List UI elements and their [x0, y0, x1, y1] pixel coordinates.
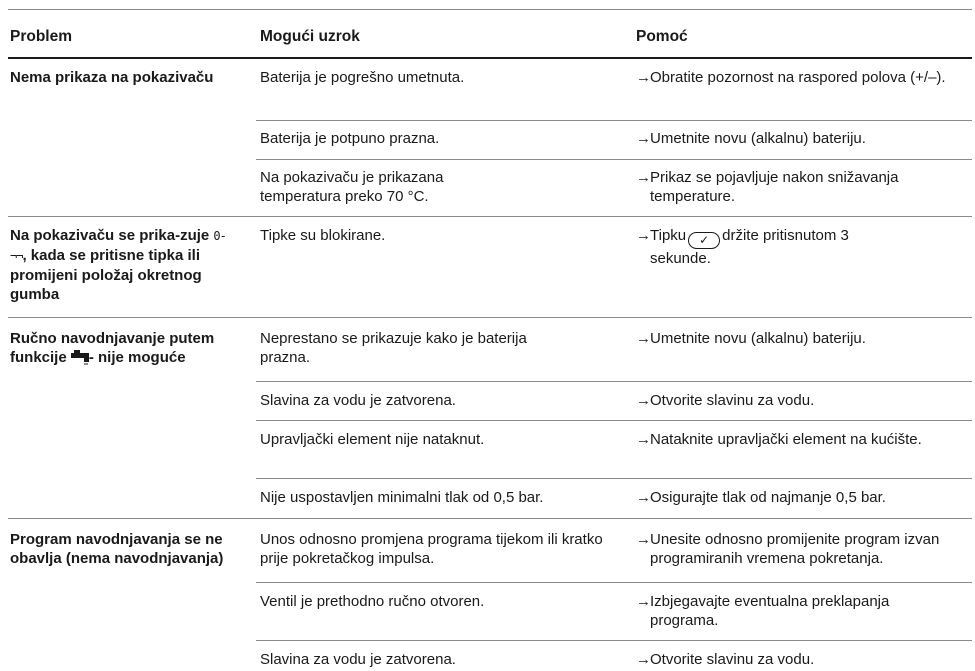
help-cell — [636, 329, 971, 348]
column-header-help: Pomoć — [636, 28, 688, 45]
column-header-cause: Mogući uzrok — [260, 28, 360, 45]
arrow-icon: → — [636, 431, 651, 448]
cause-cell: Upravljački element nije nataknut. — [260, 431, 485, 448]
display-segment-icon: 0- ¬¬ — [10, 229, 226, 263]
help-text: Nataknite upravljački element na kućište. — [650, 431, 922, 448]
problem-cell: Nema prikaza na pokazivaču — [10, 69, 214, 86]
row-divider — [256, 640, 972, 641]
help-text: Umetnite novu (alkalnu) bateriju. — [650, 330, 866, 347]
row-divider — [256, 120, 972, 121]
group-divider — [8, 317, 972, 318]
problem-text: - nije moguće — [88, 349, 186, 366]
arrow-icon: → — [636, 169, 651, 186]
help-cell — [636, 68, 971, 87]
arrow-icon: → — [636, 130, 651, 147]
help-text: Otvorite slavinu za vodu. — [650, 392, 815, 409]
cause-cell: Slavina za vodu je zatvorena. — [260, 392, 456, 409]
arrow-icon: → — [636, 489, 651, 506]
cause-cell: Baterija je potpuno prazna. — [260, 130, 440, 147]
arrow-icon: → — [636, 227, 651, 244]
table-top-rule — [8, 9, 972, 10]
cause-cell: Baterija je pogrešno umetnuta. — [260, 69, 465, 86]
help-cell — [636, 530, 971, 568]
cause-cell: Tipke su blokirane. — [260, 227, 386, 244]
help-text: Osigurajte tlak od najmanje 0,5 bar. — [650, 489, 886, 506]
arrow-icon: → — [636, 593, 651, 610]
help-text: Prikaz se pojavljuje nakon snižavanja temperature. — [650, 169, 899, 205]
row-divider — [256, 478, 972, 479]
help-cell — [636, 488, 971, 507]
row-divider — [256, 159, 972, 160]
arrow-icon: → — [636, 330, 651, 347]
help-cell — [636, 650, 971, 669]
help-text: Izbjegavajte eventualna preklapanja programa. — [650, 593, 890, 629]
help-cell — [636, 226, 971, 268]
problem-text: , kada se pritisne tipka ili promijeni položaj okretnog gumba — [10, 247, 202, 303]
help-text: držite pritisnutom 3 sekunde. — [650, 227, 849, 267]
problem-cell — [10, 226, 245, 304]
cause-cell: Neprestano se prikazuje kako je baterija prazna. — [260, 330, 527, 366]
cause-cell: Nije uspostavljen minimalni tlak od 0,5 bar. — [260, 489, 544, 506]
help-cell — [636, 592, 971, 630]
group-divider — [8, 518, 972, 519]
help-cell — [636, 430, 971, 449]
help-text: Unesite odnosno promijenite program izvan programiranih vremena pokretanja. — [650, 531, 940, 567]
problem-cell — [10, 329, 230, 367]
problem-cell: Program navodnjavanja se ne obavlja (nema navodnjavanja) — [10, 531, 224, 567]
cause-cell: Ventil je prethodno ručno otvoren. — [260, 593, 485, 610]
cause-cell: Na pokazivaču je prikazana temperatura preko 70 °C. — [260, 169, 444, 205]
problem-text: Ručno navodnjavanje putem funkcije — [10, 330, 215, 366]
check-button-icon: ✓ — [688, 232, 720, 249]
group-divider — [8, 216, 972, 217]
help-text: Otvorite slavinu za vodu. — [650, 651, 815, 668]
help-cell — [636, 391, 971, 410]
row-divider — [256, 420, 972, 421]
cause-cell: Slavina za vodu je zatvorena. — [260, 651, 456, 668]
header-rule — [8, 57, 972, 59]
help-text: Umetnite novu (alkalnu) bateriju. — [650, 130, 866, 147]
arrow-icon: → — [636, 651, 651, 668]
help-cell — [636, 168, 971, 206]
column-header-problem: Problem — [10, 28, 73, 45]
help-text: Tipku — [650, 227, 687, 244]
cause-cell: Unos odnosno promjena programa tijekom ili kratko prije pokretačkog impulsa. — [260, 531, 603, 567]
tap-icon — [71, 350, 89, 365]
help-cell — [636, 129, 971, 148]
help-text: Obratite pozornost na raspored polova (+/–). — [650, 69, 946, 86]
arrow-icon: → — [636, 69, 651, 86]
row-divider — [256, 381, 972, 382]
problem-text: Na pokazivaču se prika-zuje — [10, 227, 210, 244]
arrow-icon: → — [636, 392, 651, 409]
arrow-icon: → — [636, 531, 651, 548]
row-divider — [256, 582, 972, 583]
